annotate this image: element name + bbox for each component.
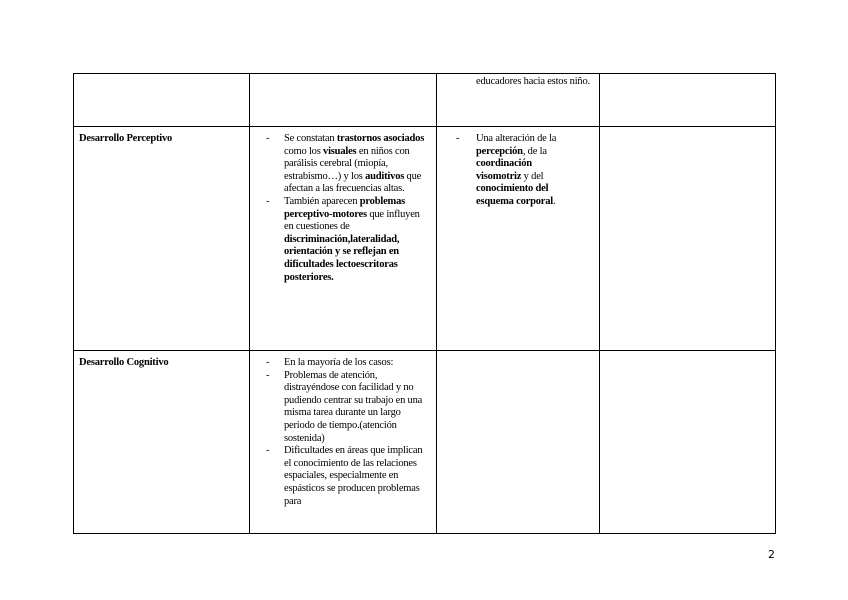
row-label-cognitivo: Desarrollo Cognitivo <box>74 351 250 534</box>
bullet-list <box>250 351 436 508</box>
table-cell <box>600 351 776 534</box>
row-label-perceptivo: Desarrollo Perceptivo <box>74 127 250 351</box>
list-item: - Se constatan trastornos asociados como los visuales en niños con parálisis cerebral (miopía, estrabismo…) y los auditivos que afectan a las frecuencias altas. <box>266 133 426 196</box>
bullet-list <box>250 127 436 284</box>
table-row <box>74 127 776 351</box>
list-item: - Una alteración de la percepción, de la coordinación visomotriz y del conocimiento del esquema corporal. <box>456 133 579 209</box>
table-cell <box>437 351 600 534</box>
table-cell <box>600 74 776 127</box>
content-table <box>73 73 776 534</box>
continued-text: educadores hacia estos niño. <box>476 76 590 87</box>
table-row <box>74 351 776 534</box>
table-cell <box>250 127 437 351</box>
list-item: - En la mayoría de los casos: <box>266 357 426 370</box>
list-item: - Problemas de atención, distrayéndose con facilidad y no pudiendo centrar su trabajo en una misma tarea durante un largo periodo de tiempo.(atención sostenida) <box>266 370 426 446</box>
list-item: - Dificultades en áreas que implican el conocimiento de las relaciones espaciales, especialmente en espásticos se producen problemas para <box>266 445 426 508</box>
table-cell <box>250 74 437 127</box>
list-item: - También aparecen problemas perceptivo-motores que influyen en cuestiones de discriminación,lateralidad, orientación y se reflejan en dificultades lectoescritoras posteriores. <box>266 196 426 284</box>
table-cell <box>437 74 600 127</box>
table-cell <box>74 74 250 127</box>
page-number: 2 <box>768 548 775 561</box>
bullet-list <box>437 127 599 209</box>
table-row <box>74 74 776 127</box>
table-cell <box>437 127 600 351</box>
table-cell <box>600 127 776 351</box>
table-cell <box>250 351 437 534</box>
